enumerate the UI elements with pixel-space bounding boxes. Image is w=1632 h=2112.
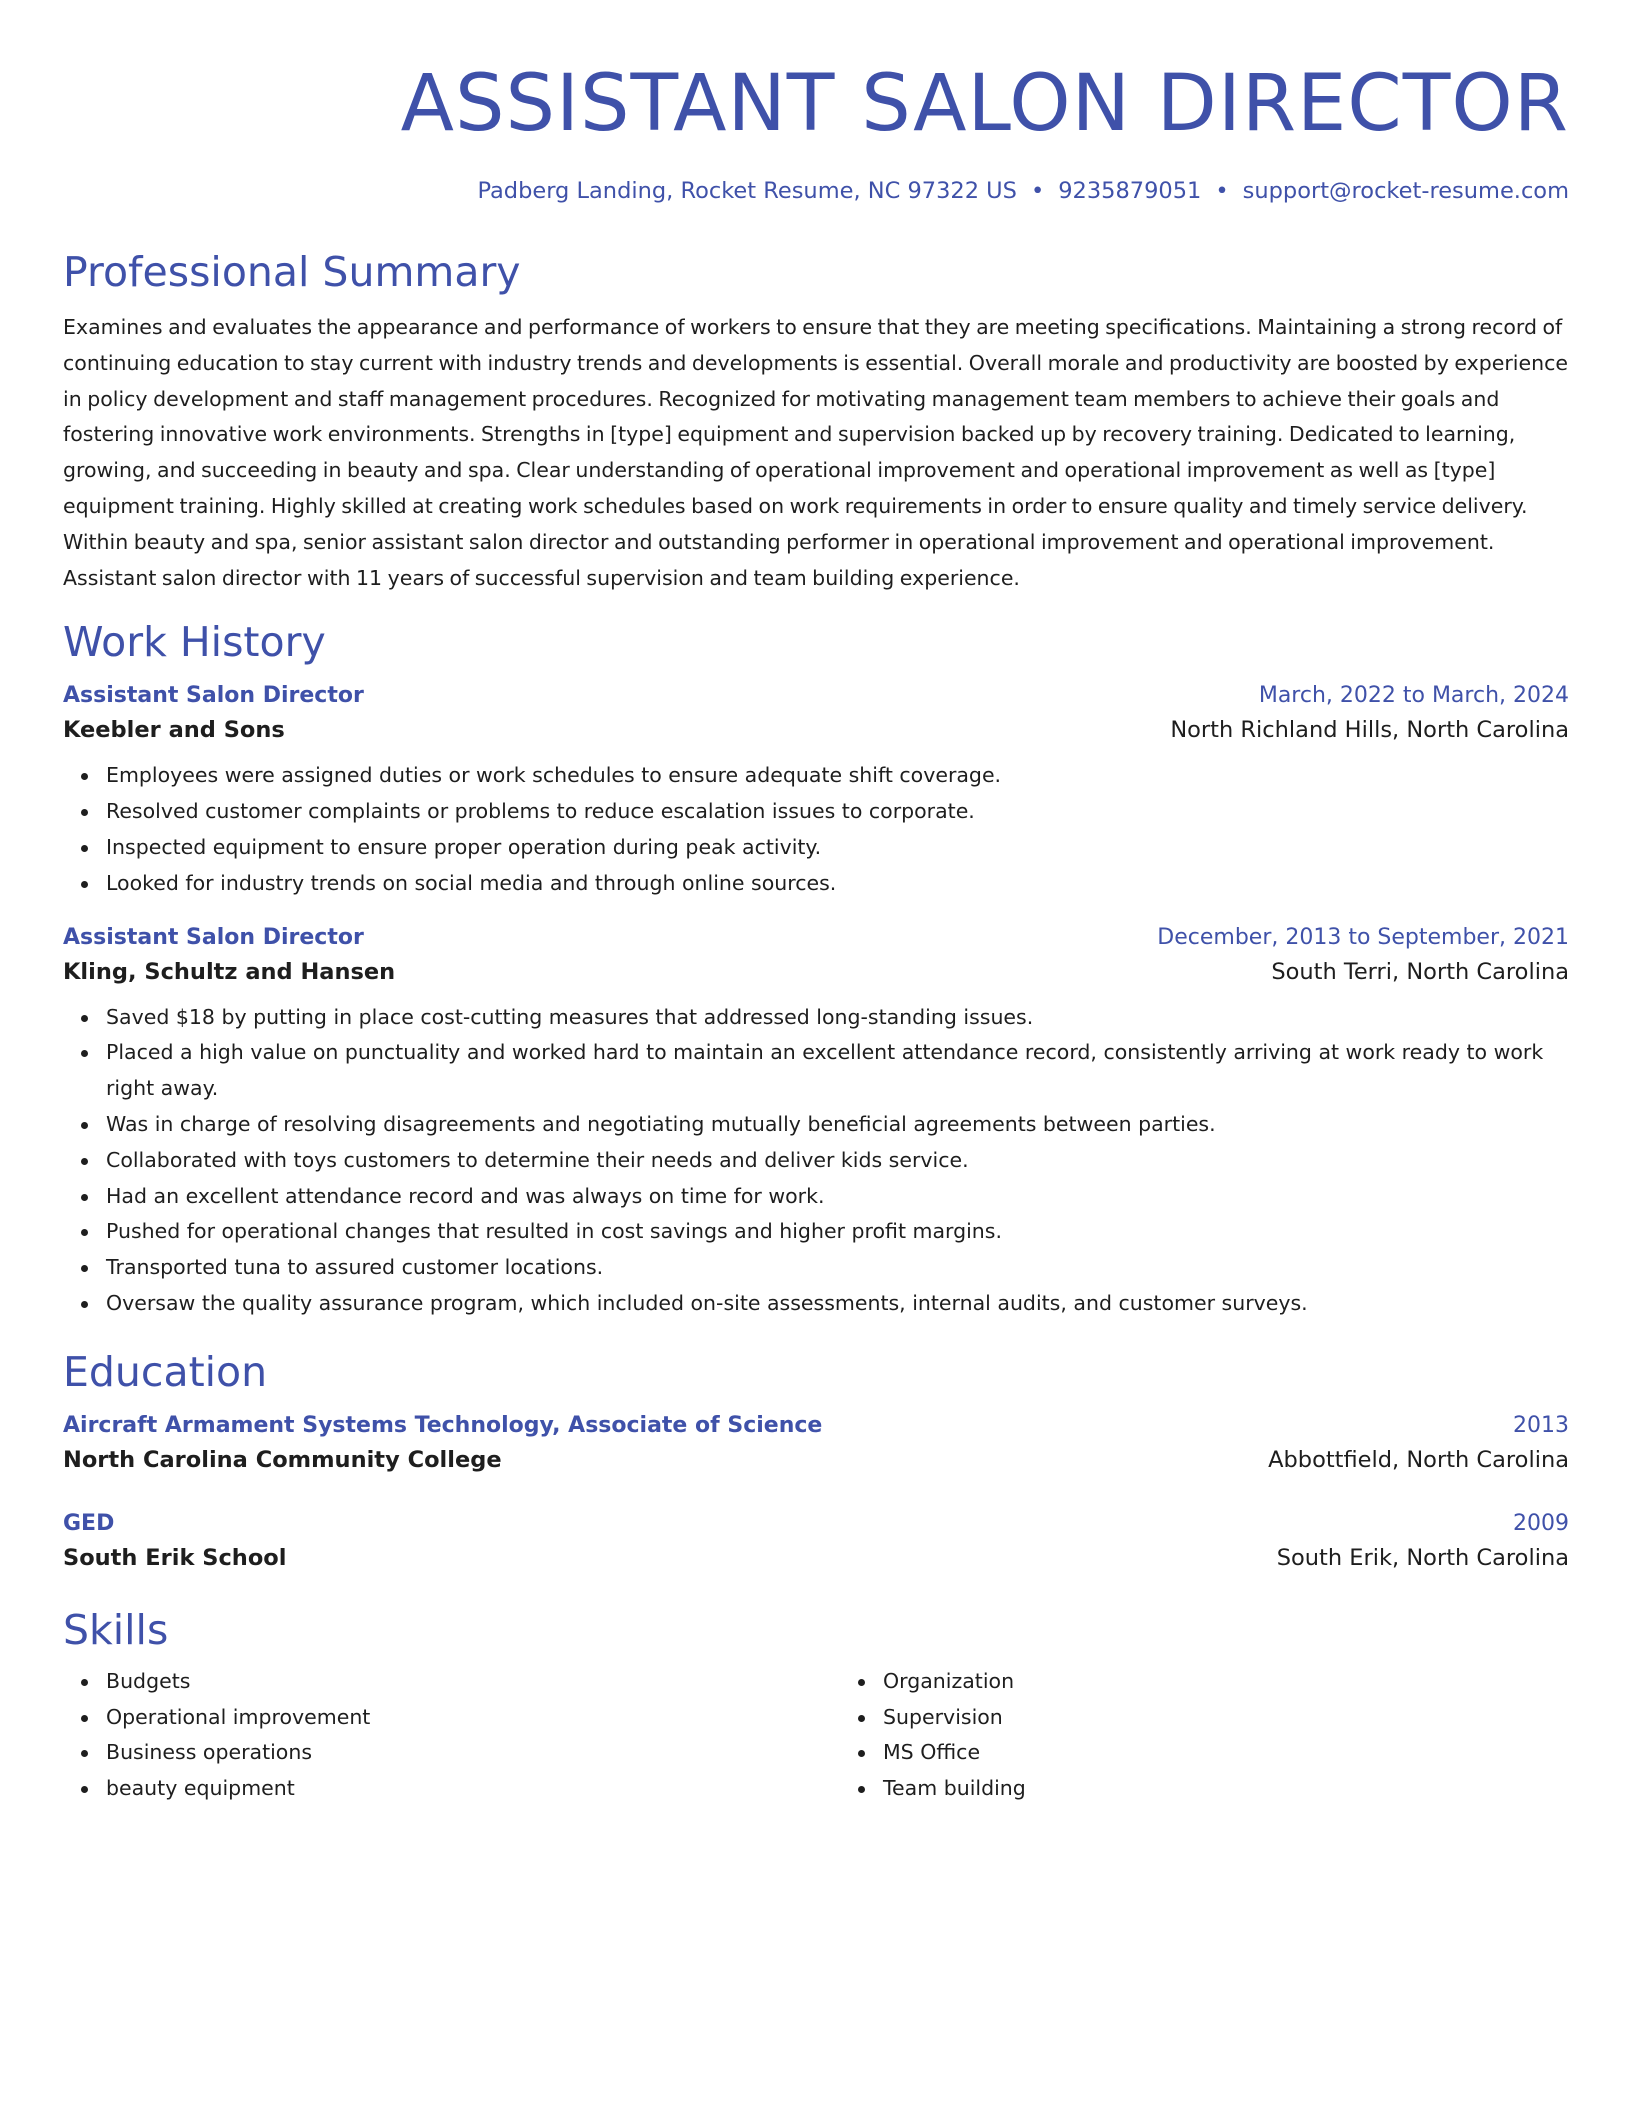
address: Padberg Landing, Rocket Resume, NC 97322 US bbox=[477, 178, 1017, 204]
list-item: Collaborated with toys customers to determine their needs and deliver kids service. bbox=[106, 1143, 1569, 1179]
job-entry bbox=[63, 922, 1569, 1322]
work-history-heading: Work History bbox=[63, 618, 326, 667]
list-item: Transported tuna to assured customer locations. bbox=[106, 1250, 1569, 1286]
list-item: Pushed for operational changes that resulted in cost savings and higher profit margins. bbox=[106, 1214, 1569, 1250]
skill-item: Business operations bbox=[106, 1735, 840, 1771]
skills-list bbox=[63, 1664, 1569, 1807]
job-dates: December, 2013 to September, 2021 bbox=[1157, 924, 1569, 950]
job-location: North Richland Hills, North Carolina bbox=[1170, 717, 1569, 744]
job-entry bbox=[63, 680, 1569, 901]
skill-item: Organization bbox=[883, 1664, 1617, 1700]
list-item: Oversaw the quality assurance program, which included on-site assessments, internal audits, and customer surveys. bbox=[106, 1286, 1569, 1322]
education-year: 2013 bbox=[1513, 1412, 1569, 1438]
skill-item: beauty equipment bbox=[106, 1771, 840, 1807]
education-location: Abbottfield, North Carolina bbox=[1268, 1446, 1569, 1473]
separator-dot: • bbox=[1215, 178, 1229, 204]
email-link[interactable]: support@rocket-resume.com bbox=[1242, 178, 1569, 204]
skill-item: MS Office bbox=[883, 1735, 1617, 1771]
job-bullets bbox=[63, 758, 1569, 901]
education-heading: Education bbox=[63, 1347, 268, 1396]
list-item: Placed a high value on punctuality and worked hard to maintain an excellent attendance record, consistently arriving at work ready to work right away. bbox=[106, 1035, 1569, 1107]
skill-item: Team building bbox=[883, 1771, 1617, 1807]
education-year: 2009 bbox=[1513, 1510, 1569, 1536]
skills-column-right bbox=[840, 1664, 1617, 1807]
job-role: Assistant Salon Director bbox=[63, 683, 364, 709]
job-company: Kling, Schultz and Hansen bbox=[63, 958, 396, 985]
education-school: North Carolina Community College bbox=[63, 1446, 502, 1473]
education-degree: Aircraft Armament Systems Technology, Associate of Science bbox=[63, 1412, 823, 1438]
job-location: South Terri, North Carolina bbox=[1271, 958, 1569, 985]
skill-item: Supervision bbox=[883, 1700, 1617, 1736]
candidate-title: ASSISTANT SALON DIRECTOR bbox=[400, 59, 1569, 149]
list-item: Had an excellent attendance record and was always on time for work. bbox=[106, 1179, 1569, 1215]
education-entry bbox=[63, 1410, 1569, 1478]
skills-column-left bbox=[63, 1664, 840, 1807]
job-bullets bbox=[63, 1000, 1569, 1322]
education-entry bbox=[63, 1508, 1569, 1576]
education-school: South Erik School bbox=[63, 1544, 287, 1571]
skills-heading: Skills bbox=[63, 1605, 169, 1654]
job-dates: March, 2022 to March, 2024 bbox=[1258, 683, 1569, 709]
list-item: Inspected equipment to ensure proper operation during peak activity. bbox=[106, 830, 1569, 866]
list-item: Employees were assigned duties or work schedules to ensure adequate shift coverage. bbox=[106, 758, 1569, 794]
skill-item: Operational improvement bbox=[106, 1700, 840, 1736]
education-location: South Erik, North Carolina bbox=[1276, 1544, 1569, 1571]
job-role: Assistant Salon Director bbox=[63, 924, 364, 950]
separator-dot: • bbox=[1030, 178, 1045, 204]
list-item: Saved $18 by putting in place cost-cutting measures that addressed long-standing issues. bbox=[106, 1000, 1569, 1036]
summary-heading: Professional Summary bbox=[63, 248, 521, 296]
list-item: Was in charge of resolving disagreements and negotiating mutually beneficial agreements between parties. bbox=[106, 1107, 1569, 1143]
contact-line bbox=[63, 176, 1569, 206]
phone: 9235879051 bbox=[1058, 178, 1202, 204]
education-degree: GED bbox=[63, 1510, 115, 1536]
summary-text: Examines and evaluates the appearance and performance of workers to ensure that they are meeting specifications. Maintaining a strong record of continuing education to stay current with industry trends and developments is essential. Overall morale and productivity are boosted by experience in policy development and staff management procedures. Recognized for motivating management team members to achieve their goals and fostering innovative work environments. Strengths in [type] equipment and supervision backed up by recovery training. Dedicated to learning, growing, and succeeding in beauty and spa. Clear understanding of operational improvement and operational improvement as well as [type] equipment training. Highly skilled at creating work schedules based on work requirements in order to ensure quality and timely service delivery. Within beauty and spa, senior assistant salon director and outstanding performer in operational improvement and operational improvement. Assistant salon director with 11 years of successful supervision and team building experience. bbox=[63, 315, 1568, 590]
skill-item: Budgets bbox=[106, 1664, 840, 1700]
list-item: Looked for industry trends on social media and through online sources. bbox=[106, 866, 1569, 902]
list-item: Resolved customer complaints or problems to reduce escalation issues to corporate. bbox=[106, 794, 1569, 830]
job-company: Keebler and Sons bbox=[63, 717, 285, 744]
